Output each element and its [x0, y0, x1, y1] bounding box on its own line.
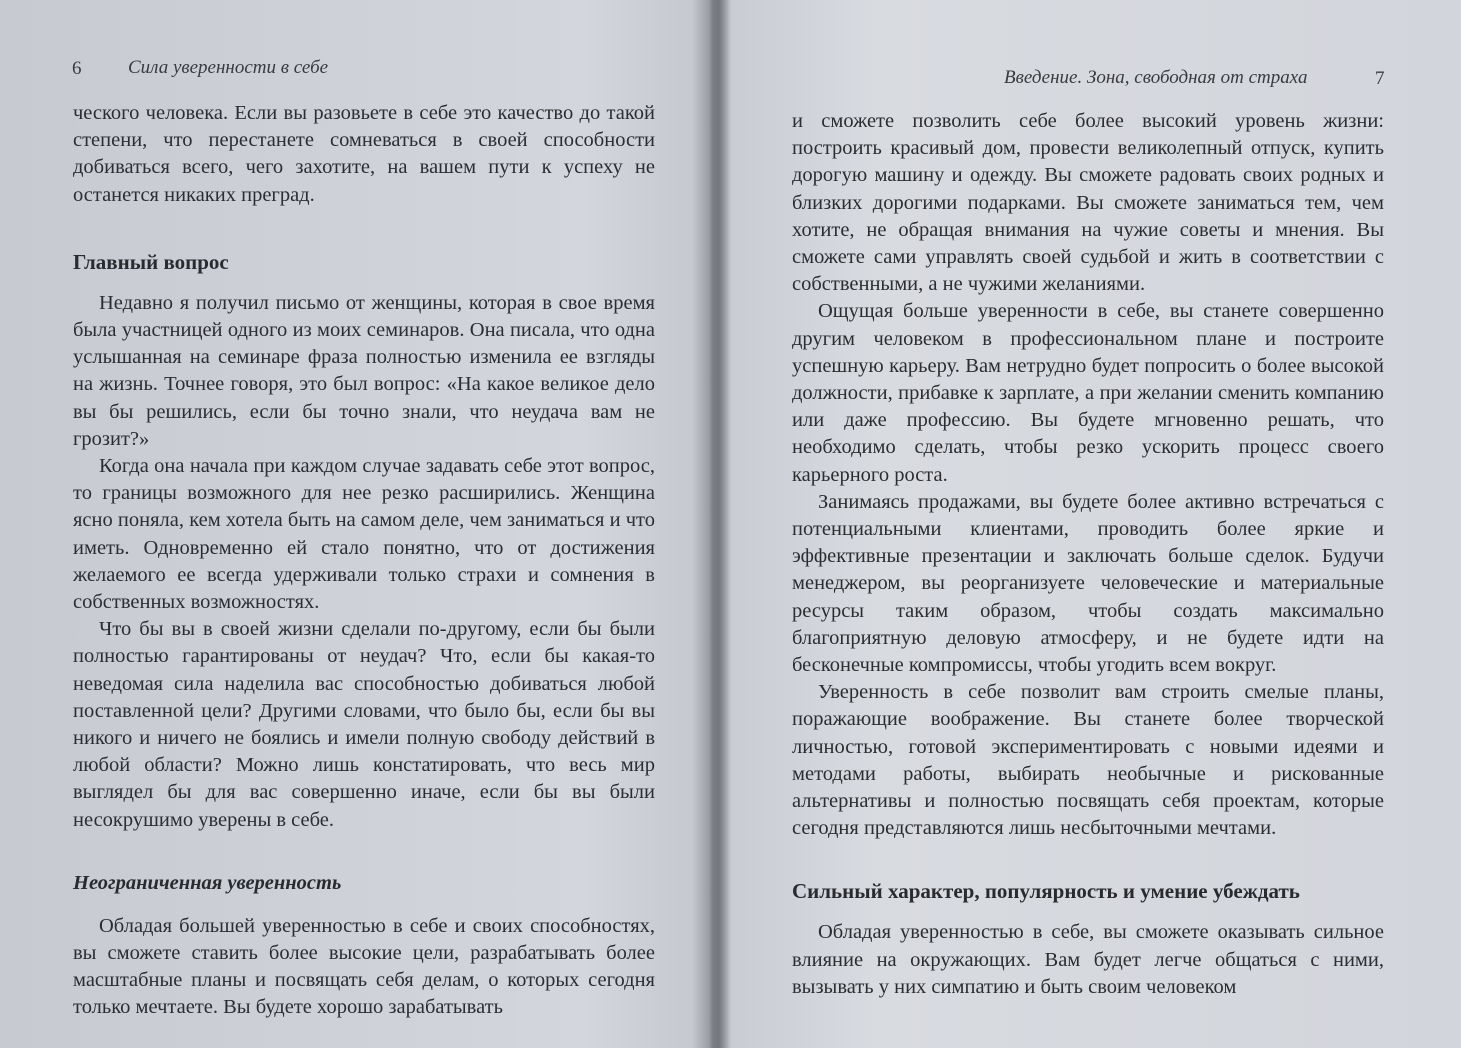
right-paragraph-4: Уверенность в себе позволит вам строить смелые планы, поражающие воображение. Вы станете более творческой личностью, готовой экспериментировать с новыми идеями и методами работы, выбирать необычные и рискованные альтернативы и полностью посвящать себя проектам, которые сегодня представляются лишь несбыточными мечтами. — [792, 681, 1384, 840]
right-page-number: 7 — [1375, 68, 1385, 89]
right-paragraph-1: и сможете позволить себе более высокий уровень жизни: построить красивый дом, провести великолепный отпуск, купить дорогую машину и одежду. Вы сможете радовать своих родных и близких дорогими подарками. Вы сможете заниматься тем, чем хотите, не обращая внимания на чужие советы и мнения. Вы сможете сами управлять своей судьбой и жить в соответствии с собственными, а не чужими желаниями. — [792, 110, 1384, 296]
left-paragraph-2: Когда она начала при каждом случае задавать себе этот вопрос, то границы возможного для нее резко расширились. Женщина ясно поняла, кем хотела быть на самом деле, чем заниматься и что иметь. Одновременно ей стало понятно, что от достижения желаемого ее всегда удерживали только страхи и сомнения в собственных возможностях. — [73, 455, 655, 614]
left-running-head: Сила уверенности в себе — [128, 57, 329, 78]
right-paragraph-3: Занимаясь продажами, вы будете более активно встречаться с потенциальными клиентами, проводить более яркие и эффективные презентации и заключать больше сделок. Будучи менеджером, вы реорганизуете человеческие и материальные ресурсы таким образом, чтобы создать максимально благоприятную деловую атмосферу, и не будете идти на бесконечные компромиссы, чтобы угодить всем вокруг. — [792, 490, 1384, 677]
left-paragraph-3: Что бы вы в своей жизни сделали по-другому, если бы были полностью гарантированы от неудач? Что, если бы какая-то неведомая сила наделила вас способностью добиваться любой поставленной цели? Другими словами, что было бы, если бы вы никого и ничего не боялись и имели полную свободу действий в любой области? Можно лишь констатировать, что весь мир выглядел бы для вас совершенно иначе, если бы вы были несокрушимо уверены в себе. — [73, 618, 655, 831]
right-page — [712, 0, 1461, 1048]
right-paragraph-2: Ощущая больше уверенности в себе, вы станете совершенно другим человеком в профессиональном плане и построите успешную карьеру. Вам нетрудно будет попросить о более высокой должности, прибавке к зарплате, а при желании сменить компанию или даже профессию. Вы будете мгновенно решать, что необходимо сделать, чтобы резко ускорить процесс своего карьерного роста. — [792, 300, 1384, 486]
left-paragraph-1: Недавно я получил письмо от женщины, которая в свое время была участницей одного из моих семинаров. Она писала, что одна услышанная на семинаре фраза полностью изменила ее взгляды на жизнь. Точнее говоря, это был вопрос: «На какое великое дело вы бы решились, если бы точно знали, что неудача вам не грозит?» — [73, 291, 655, 450]
right-running-head: Введение. Зона, свободная от страха — [1004, 67, 1308, 88]
left-page-number: 6 — [72, 58, 82, 79]
left-text-column — [73, 100, 655, 1022]
subheading-unlimited-confidence: Неограниченная уверенность — [73, 871, 342, 894]
right-paragraph-5: Обладая уверенностью в себе, вы сможете оказывать сильное влияние на окружающих. Вам будет легче общаться с ними, вызывать у них симпатию и быть своим человеком — [792, 921, 1384, 998]
right-text-column — [792, 108, 1384, 1001]
left-paragraph-4: Обладая большей уверенностью в себе и своих способностях, вы сможете ставить более высокие цели, разрабатывать более масштабные планы и посвящать себя делам, о которых сегодня только мечтаете. Вы будете хорошо зарабатывать — [73, 914, 655, 1019]
heading-main-question: Главный вопрос — [73, 249, 229, 274]
left-paragraph-intro: ческого человека. Если вы разовьете в себе это качество до такой степени, что перестанете сомневаться в своей способности добиваться всего, чего захотите, на вашем пути к успеху не останется никаких преград. — [73, 102, 655, 206]
heading-strong-character: Сильный характер, популярность и умение убеждать — [792, 879, 1300, 904]
left-page — [0, 0, 712, 1048]
